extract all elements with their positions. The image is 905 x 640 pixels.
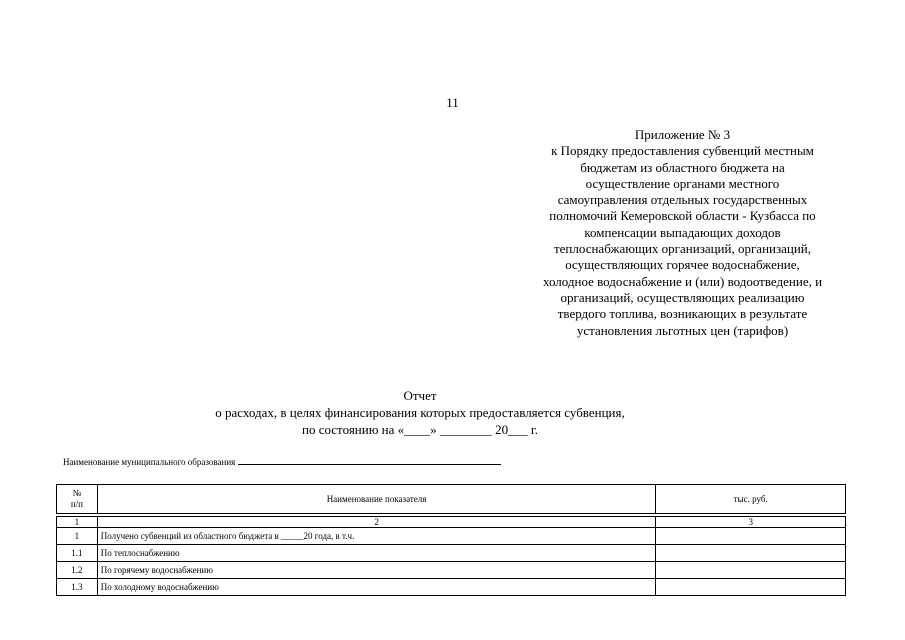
row-name: По холодному водоснабжению (97, 579, 656, 596)
index-cell: 3 (656, 517, 846, 528)
table-row (57, 528, 846, 545)
appendix-line: полномочий Кемеровской области - Кузбасса по (549, 208, 816, 224)
report-table (56, 484, 846, 596)
table-header-row (57, 485, 846, 514)
appendix-line: твердого топлива, возникающих в результате (557, 306, 808, 322)
report-heading (150, 387, 690, 438)
row-name: По горячему водоснабжению (97, 562, 656, 579)
header-num (57, 485, 98, 514)
municipality-label: Наименование муниципального образования (63, 457, 236, 467)
appendix-line: компенсации выпадающих доходов (584, 224, 781, 240)
report-date-line: по состоянию на «____» ________ 20___ г. (301, 422, 539, 437)
table-row (57, 562, 846, 579)
report-title: Отчет (403, 388, 437, 403)
header-num-line2: п/п (70, 499, 83, 509)
row-value[interactable] (656, 528, 846, 545)
report-subtitle: о расходах, в целях финансирования которых предоставляется субвенция, (215, 405, 625, 420)
index-cell: 2 (97, 517, 656, 528)
header-name: Наименование показателя (97, 485, 656, 514)
row-num: 1.2 (57, 562, 98, 579)
row-name: По теплоснабжению (97, 545, 656, 562)
appendix-line: осуществляющих горячее водоснабжение, (565, 257, 800, 273)
row-value[interactable] (656, 562, 846, 579)
row-num: 1.3 (57, 579, 98, 596)
municipality-field (63, 455, 501, 467)
row-value[interactable] (656, 545, 846, 562)
page-number: 11 (446, 95, 459, 110)
row-num: 1 (57, 528, 98, 545)
appendix-line: теплоснабжающих организаций, организаций, (553, 241, 812, 257)
table-index-row (57, 517, 846, 528)
table-row (57, 579, 846, 596)
appendix-line: осуществление органами местного (585, 175, 780, 191)
appendix-block (505, 127, 860, 339)
row-value[interactable] (656, 579, 846, 596)
appendix-line: бюджетам из областного бюджета на (580, 159, 785, 175)
appendix-line: холодное водоснабжение и (или) водоотведение, и (542, 273, 823, 289)
municipality-blank-line (238, 455, 501, 465)
appendix-line: к Порядку предоставления субвенций местным (551, 143, 814, 159)
header-value: тыс. руб. (656, 485, 846, 514)
row-num: 1.1 (57, 545, 98, 562)
table-row (57, 545, 846, 562)
appendix-line: организаций, осуществляющих реализацию (560, 289, 805, 305)
row-name: Получено субвенций из областного бюджета в _____20 года, в т.ч. (97, 528, 656, 545)
index-cell: 1 (57, 517, 98, 528)
header-num-line1: № (72, 488, 82, 498)
appendix-line: Приложение № 3 (634, 127, 731, 142)
appendix-line: самоуправления отдельных государственных (557, 192, 808, 208)
appendix-line: установления льготных цен (тарифов) (576, 322, 789, 338)
